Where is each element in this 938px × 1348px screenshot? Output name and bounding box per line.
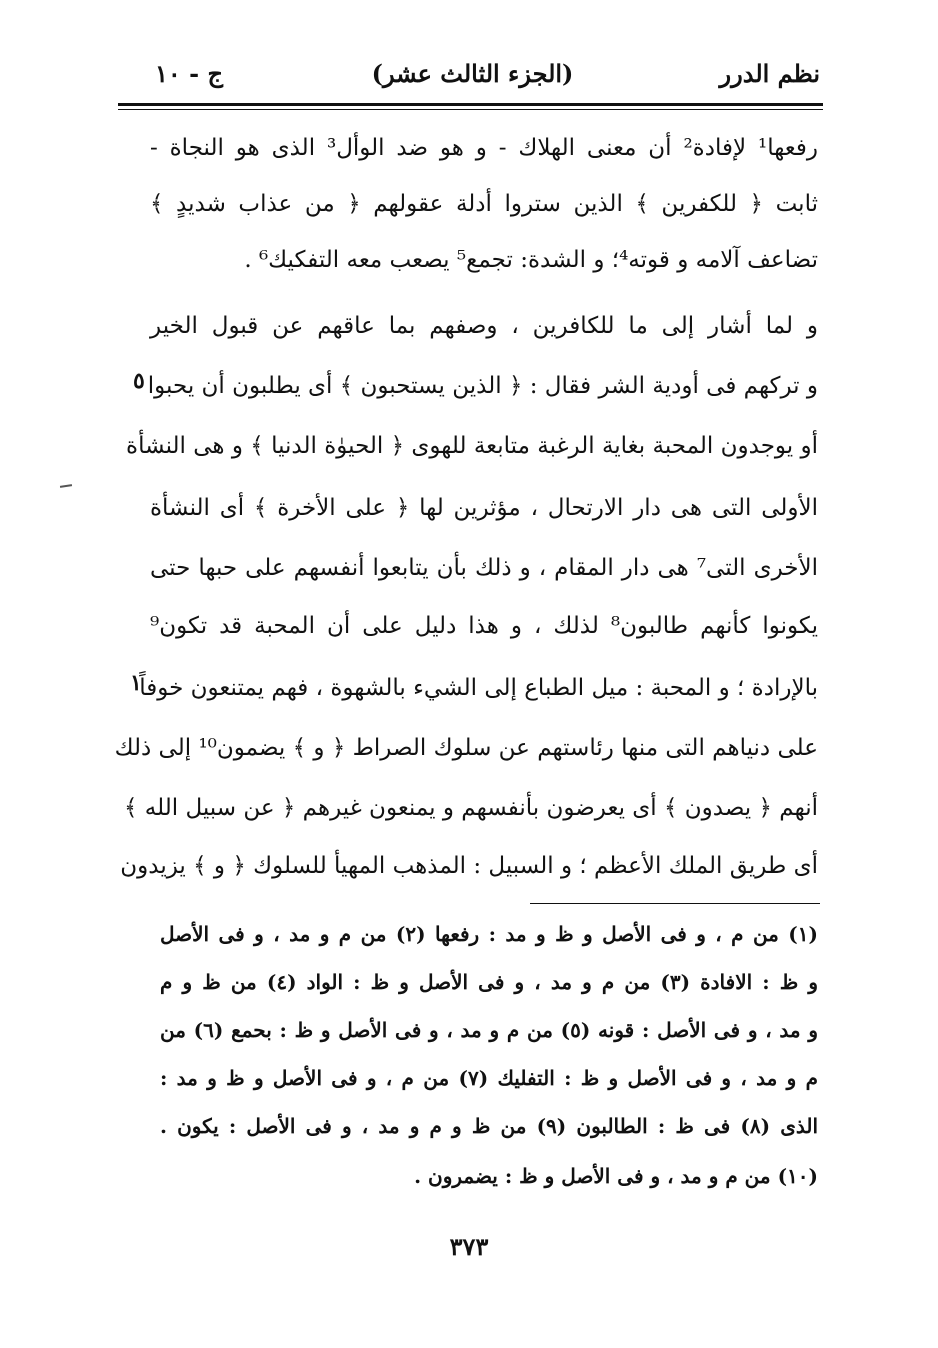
text-line: تضاعف آلامه و قوته⁴؛ و الشدة: تجمع⁵ يصعب معه التفكيك⁶ .	[244, 247, 818, 273]
text-line: بالإرادة ؛ و المحبة : ميل الطباع إلى الشيء بالشهوة ، فهم يمتنعون خوفاً	[139, 675, 818, 701]
header-rule-thin	[118, 109, 823, 110]
page-number: ٣٧٣	[449, 1232, 489, 1261]
footnote-line: (١) من م ، و فى الأصل و ظ و مد : رفعها (٢) من م و مد ، و فى الأصل	[160, 922, 818, 946]
text-line: الأخرى التى⁷ هى دار المقام ، و ذلك بأن يتابعوا أنفسهم على حبها حتى	[150, 555, 818, 581]
text-line: على دنياهم التى منها رئاستهم عن سلوك الصراط ﴿ و ﴾ يضمون¹⁰ إلى ذلك	[114, 735, 818, 761]
text-line: و تركهم فى أودية الشر فقال : ﴿ الذين يستحبون ﴾ أى يطلبون أن يحبوا	[147, 373, 818, 399]
text-line: ثابت ﴿ للكفرين ﴾ الذين ستروا أدلة عقولهم ﴿ من عذاب شديدٍ ﴾	[150, 191, 818, 217]
footnote-line: و مد ، و فى الأصل : قونه (٥) من م و مد ، و فى الأصل و ظ : بحمع (٦) من	[160, 1018, 818, 1042]
footnote-line: (١٠) من م و مد ، و فى الأصل و ظ : يضمرون .	[414, 1164, 818, 1188]
volume-label: ج - ١٠	[155, 59, 223, 88]
text-line: رفعها¹ لإفادة² أن معنى الهلاك - و هو ضد الوأل³ الذى هو النجاة -	[150, 135, 818, 161]
footnote-line: م و مد ، و فى الأصل و ظ : التفليك (٧) من م ، و فى الأصل و ظ و مد :	[160, 1066, 818, 1090]
footnote-line: الذى (٨) فى ظ : الطالبون (٩) من ظ و م و مد ، و فى الأصل : يكون .	[160, 1114, 818, 1138]
text-line: يكونوا كأنهم طالبون⁸ لذلك ، و هذا دليل على أن المحبة قد تكون⁹	[150, 613, 818, 639]
text-line: و لما أشار إلى ما للكافرين ، وصفهم بما عاقهم عن قبول الخير	[150, 313, 818, 339]
text-line: أنهم ﴿ يصدون ﴾ أى يعرضون بأنفسهم و يمنعون غيرهم ﴿ عن سبيل الله ﴾	[124, 795, 818, 821]
text-line: أو يوجدون المحبة بغاية الرغبة متابعة للهوى ﴿ الحيوٰة الدنيا ﴾ و هى النشأة	[126, 433, 818, 459]
text-line: أى طريق الملك الأعظم ؛ و السبيل : المذهب المهيأ للسلوك ﴿ و ﴾ يزيدون	[120, 853, 818, 879]
text-line: الأولى التى هى دار الارتحال ، مؤثرين لها ﴿ على الأخرة ﴾ أى النشأة	[150, 495, 818, 521]
part-label: (الجزء الثالث عشر)	[371, 59, 574, 88]
footnote-rule	[530, 903, 820, 904]
footnote-line: و ظ : الافادة (٣) من م و مد ، و فى الأصل و ظ : الواد (٤) من ظ و م	[160, 970, 818, 994]
header-rule-thick	[118, 103, 823, 106]
line-number-5: ٥	[133, 368, 145, 394]
book-title: نظم الدرر	[719, 59, 820, 88]
line-number-10: ١	[130, 670, 142, 696]
margin-mark	[60, 484, 72, 488]
running-header	[125, 55, 820, 99]
